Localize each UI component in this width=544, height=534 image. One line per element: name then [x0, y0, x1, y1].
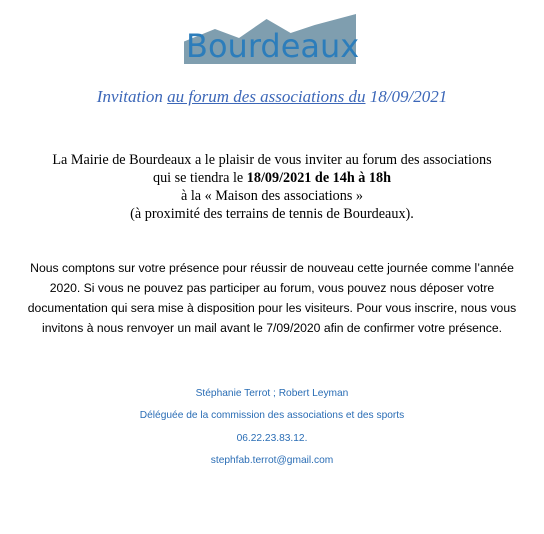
title-part-forum: au forum des associations du [167, 87, 366, 106]
body-line-1: Nous comptons sur votre présence pour réussir de nouveau cette journée comme l’année [30, 261, 514, 275]
page-title [0, 86, 544, 108]
intro-date-time: 18/09/2021 de 14h à 18h [246, 170, 392, 186]
intro-line-3: à la « Maison des associations » [180, 188, 364, 204]
signature-phone: 06.22.23.83.12. [236, 433, 308, 444]
signature-role: Déléguée de la commission des associations et des sports [139, 410, 405, 421]
intro-line-2-prefix: qui se tiendra le [152, 170, 247, 186]
logo-town-name: Bourdeaux [186, 27, 360, 65]
title-part-date: 18/09/2021 [365, 87, 448, 106]
intro-line-4: (à proximité des terrains de tennis de Bourdeaux). [130, 206, 414, 222]
intro-paragraph [0, 151, 544, 223]
intro-line-2 [0, 169, 544, 187]
body-paragraph [12, 258, 532, 338]
intro-line-1: La Mairie de Bourdeaux a le plaisir de vous inviter au forum des associations [52, 152, 492, 168]
signature-names: Stéphanie Terrot ; Robert Leyman [195, 388, 349, 399]
signature-email[interactable]: stephfab.terrot@gmail.com [210, 455, 334, 466]
body-line-4: invitons à nous renvoyer un mail avant le 7/09/2020 afin de confirmer votre présence. [41, 321, 502, 335]
mairie-logo [184, 10, 360, 65]
title-part-invitation: Invitation [96, 87, 168, 106]
body-line-2: 2020. Si vous ne pouvez pas participer au forum, vous pouvez nous déposer votre [49, 281, 495, 295]
logo-mairie-text: Mairie [186, 10, 225, 24]
body-line-3: documentation qui sera mise à disposition pour les visiteurs. Pour vous inscrire, nous vous [27, 301, 517, 315]
